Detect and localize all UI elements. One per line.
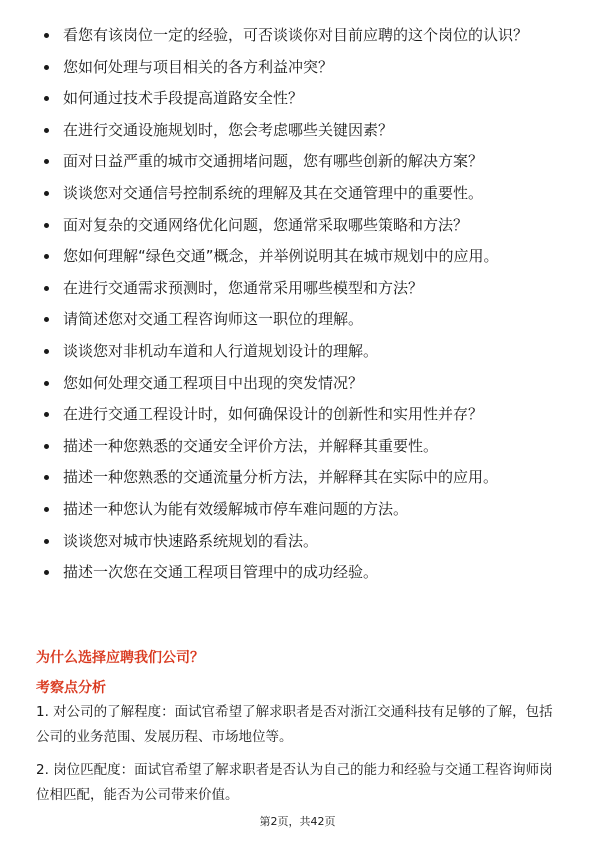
page-number: 第2页，共42页: [259, 815, 336, 828]
list-item: [44, 119, 554, 141]
bullet-icon: [44, 444, 49, 449]
question-text: 描述一种您熟悉的交通安全评价方法，并解释其重要性。: [63, 436, 439, 455]
question-list: [44, 24, 554, 593]
section-heading: 为什么选择应聘我们公司？: [36, 650, 204, 666]
bullet-icon: [44, 349, 49, 354]
bullet-icon: [44, 223, 49, 228]
list-item: [44, 150, 554, 172]
bullet-icon: [44, 507, 49, 512]
question-text: 在进行交通需求预测时，您通常采用哪些模型和方法？: [63, 278, 424, 297]
question-text: 面对复杂的交通网络优化问题，您通常采取哪些策略和方法？: [63, 215, 469, 234]
section-subheading: 考察点分析: [36, 680, 106, 696]
bullet-icon: [44, 65, 49, 70]
analysis-point: 1. 对公司的了解程度：面试官希望了解求职者是否对浙江交通科技有足够的了解，包括公司的业务范围、发展历程、市场地位等。: [36, 704, 553, 745]
list-item: [44, 372, 554, 394]
question-text: 您如何处理与项目相关的各方利益冲突？: [63, 57, 334, 76]
question-text: 描述一次您在交通工程项目管理中的成功经验。: [63, 563, 379, 582]
list-item: [44, 87, 554, 109]
list-item: [44, 435, 554, 457]
list-item: [44, 214, 554, 236]
question-text: 谈谈您对交通信号控制系统的理解及其在交通管理中的重要性。: [63, 183, 484, 202]
question-text: 请简述您对交通工程咨询师这一职位的理解。: [63, 310, 364, 329]
bullet-icon: [44, 539, 49, 544]
bullet-icon: [44, 412, 49, 417]
list-item: [44, 308, 554, 330]
list-item: [44, 340, 554, 362]
question-text: 谈谈您对非机动车道和人行道规划设计的理解。: [63, 341, 379, 360]
list-item: [44, 530, 554, 552]
bullet-icon: [44, 317, 49, 322]
list-item: [44, 277, 554, 299]
list-item: [44, 403, 554, 425]
question-text: 描述一种您熟悉的交通流量分析方法，并解释其在实际中的应用。: [63, 468, 499, 487]
bullet-icon: [44, 159, 49, 164]
list-item: [44, 498, 554, 520]
question-text: 描述一种您认为能有效缓解城市停车难问题的方法。: [63, 499, 409, 518]
bullet-icon: [44, 254, 49, 259]
list-item: [44, 561, 554, 583]
question-text: 谈谈您对城市快速路系统规划的看法。: [63, 531, 319, 550]
list-item: [44, 56, 554, 78]
bullet-icon: [44, 128, 49, 133]
question-text: 在进行交通设施规划时，您会考虑哪些关键因素？: [63, 120, 394, 139]
question-text: 您如何处理交通工程项目中出现的突发情况？: [63, 373, 364, 392]
question-text: 看您有该岗位一定的经验，可否谈谈你对目前应聘的这个岗位的认识？: [63, 26, 529, 44]
list-item: [44, 24, 554, 46]
question-text: 在进行交通工程设计时，如何确保设计的创新性和实用性并存？: [63, 405, 484, 424]
bullet-icon: [44, 286, 49, 291]
bullet-icon: [44, 381, 49, 386]
question-text: 面对日益严重的城市交通拥堵问题，您有哪些创新的解决方案？: [63, 152, 484, 171]
bullet-icon: [44, 570, 49, 575]
bullet-icon: [44, 33, 49, 38]
analysis-point: 2. 岗位匹配度：面试官希望了解求职者是否认为自己的能力和经验与交通工程咨询师岗位相匹配，能否为公司带来价值。: [36, 762, 553, 803]
bullet-icon: [44, 475, 49, 480]
list-item: [44, 182, 554, 204]
question-text: 您如何理解“绿色交通”概念，并举例说明其在城市规划中的应用。: [63, 247, 499, 266]
bullet-icon: [44, 96, 49, 101]
list-item: [44, 466, 554, 488]
list-item: [44, 245, 554, 267]
bullet-icon: [44, 191, 49, 196]
question-text: 如何通过技术手段提高道路安全性？: [63, 89, 304, 108]
